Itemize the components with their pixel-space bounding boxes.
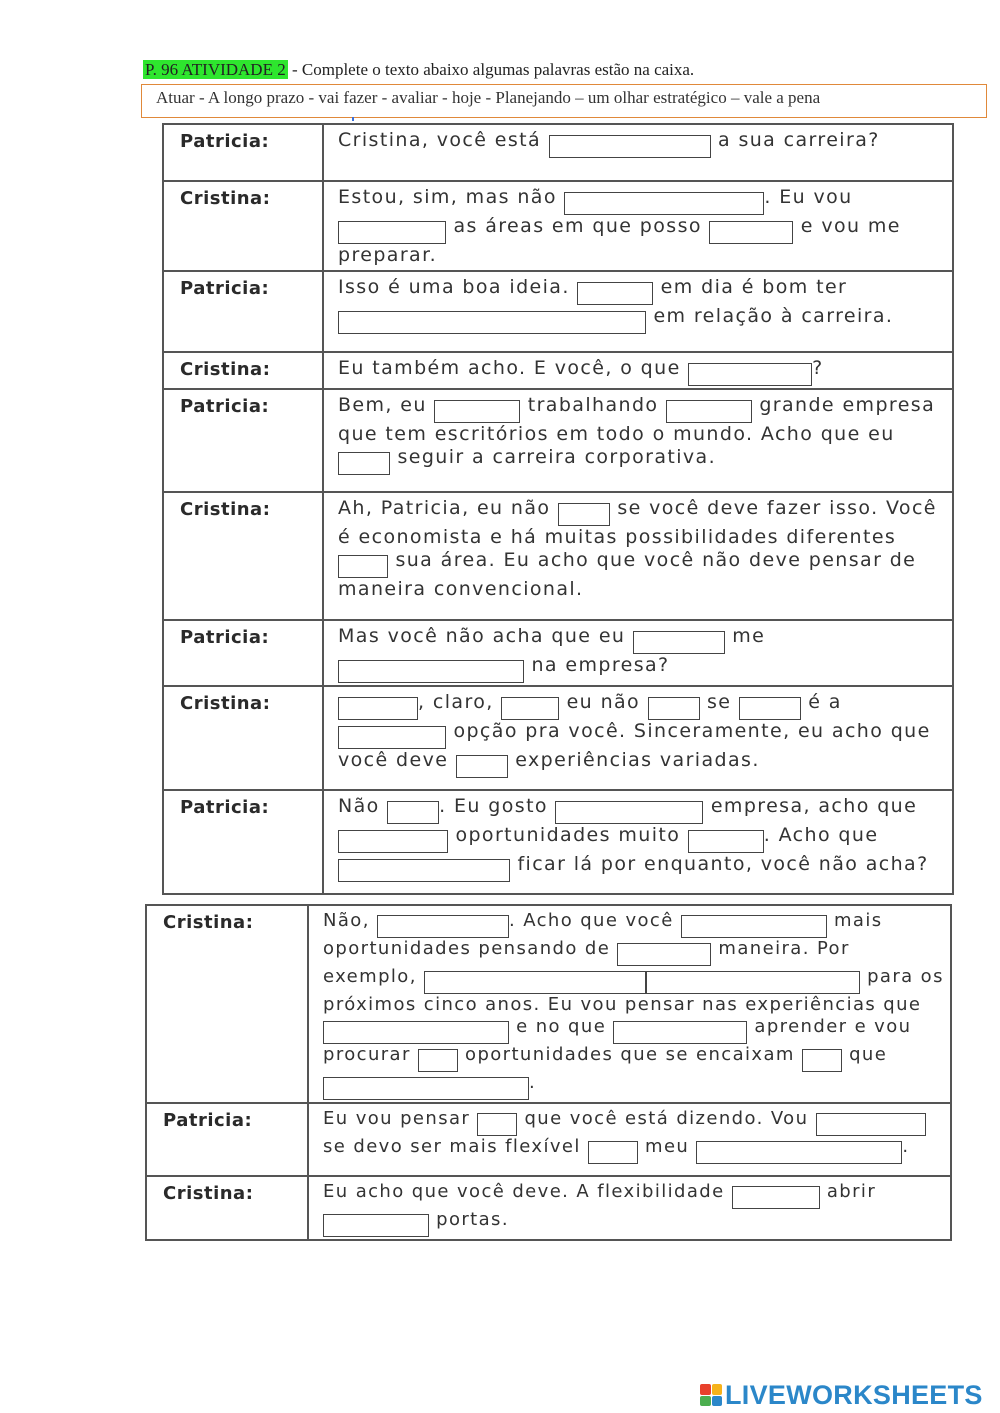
blank-input[interactable] — [709, 221, 793, 244]
blank-input[interactable] — [338, 697, 418, 720]
text-segment: Não, — [323, 910, 377, 931]
speaker-patricia: Patricia: — [163, 790, 323, 894]
blank-input[interactable] — [323, 1077, 529, 1100]
blank-input[interactable] — [633, 631, 725, 654]
text-segment: é a — [800, 690, 842, 713]
dialogue-text — [323, 492, 953, 620]
blank-input[interactable] — [555, 801, 703, 824]
text-segment: se devo ser mais flexível — [323, 1135, 588, 1157]
text-segment: Eu também acho. E você, o que — [338, 356, 689, 379]
logo-square-red — [700, 1384, 711, 1395]
blank-input[interactable] — [338, 830, 448, 853]
dialogue-row — [146, 1176, 951, 1240]
text-segment: Eu vou pensar — [323, 1107, 478, 1129]
blank-input[interactable] — [732, 1186, 820, 1209]
blank-input[interactable] — [323, 1021, 509, 1044]
text-segment: maneira. Por exemplo, — [323, 938, 850, 987]
dialogue-text — [323, 790, 953, 894]
blank-input[interactable] — [338, 726, 446, 749]
blank-input[interactable] — [549, 135, 711, 158]
text-segment: . Acho que você — [508, 910, 681, 931]
text-segment: as áreas em que posso — [446, 215, 710, 237]
brand-name: LIVEWORKSHEETS — [725, 1379, 983, 1410]
dialogue-row — [163, 389, 953, 492]
dialogue-text — [323, 271, 953, 352]
dialogue-text — [308, 905, 951, 1103]
text-segment: ? — [812, 356, 824, 379]
blank-input[interactable] — [456, 755, 508, 778]
text-segment: que você está dizendo. Vou — [517, 1107, 816, 1129]
text-segment: Isso é uma boa ideia. — [338, 275, 578, 298]
speaker-patricia: Patricia: — [163, 620, 323, 686]
text-segment: oportunidades muito — [448, 823, 688, 846]
speaker-cristina: Cristina: — [146, 1176, 308, 1240]
text-segment: e no que — [509, 1015, 614, 1037]
blank-input[interactable] — [558, 503, 610, 526]
dialogue-row — [163, 790, 953, 894]
dialogue-row — [163, 492, 953, 620]
text-segment: . — [529, 1071, 537, 1093]
dialogue-text — [323, 352, 953, 389]
text-segment: meu — [637, 1135, 697, 1157]
blank-input[interactable] — [338, 859, 510, 882]
text-segment: Não — [338, 794, 388, 817]
dialogue-table-2 — [145, 904, 952, 1241]
text-segment: Ah, Patricia, eu não — [338, 496, 558, 519]
blank-input[interactable] — [577, 282, 653, 305]
blank-input[interactable] — [323, 1214, 429, 1237]
text-segment: em relação à carreira. — [646, 304, 894, 327]
blank-input[interactable] — [646, 971, 860, 994]
decorative-mark — [352, 117, 354, 121]
speaker-cristina: Cristina: — [163, 352, 323, 389]
text-segment: mais oportunidades pensando de — [323, 910, 883, 959]
text-segment: oportunidades que se encaixam — [457, 1043, 802, 1065]
text-segment: Mas você não acha que eu — [338, 624, 633, 647]
blank-input[interactable] — [424, 971, 646, 994]
text-segment: opção pra você. Sinceramente, eu acho que você deve — [338, 719, 931, 771]
blank-input[interactable] — [501, 697, 559, 720]
blank-input[interactable] — [688, 363, 812, 386]
blank-input[interactable] — [648, 697, 700, 720]
blank-input[interactable] — [338, 311, 646, 334]
text-segment: grande empresa que tem escritórios em todo o mundo. Acho que eu — [338, 393, 936, 445]
text-segment: sua área. Eu acho que você não deve pensar de maneira convencional. — [338, 549, 917, 600]
text-segment: . Acho que — [763, 823, 879, 846]
speaker-cristina: Cristina: — [163, 492, 323, 620]
dialogue-row — [163, 620, 953, 686]
blank-input[interactable] — [613, 1021, 747, 1044]
dialogue-row — [163, 181, 953, 271]
blank-input[interactable] — [418, 1049, 458, 1072]
text-segment: trabalhando — [520, 393, 666, 416]
text-segment: ficar lá por enquanto, você não acha? — [510, 852, 929, 875]
speaker-patricia: Patricia: — [163, 124, 323, 181]
text-segment: seguir a carreira corporativa. — [390, 446, 717, 468]
dialogue-row — [163, 686, 953, 790]
text-segment: , claro, — [418, 690, 502, 713]
dialogue-row — [163, 271, 953, 352]
blank-input[interactable] — [666, 400, 752, 423]
dialogue-row — [163, 124, 953, 181]
text-segment: se você deve fazer isso. Você é economista e há muitas possibilidades diferentes — [338, 496, 937, 548]
dialogue-table-1 — [162, 123, 954, 895]
blank-input[interactable] — [338, 660, 524, 683]
dialogue-text — [323, 620, 953, 686]
blank-input[interactable] — [802, 1049, 842, 1072]
blank-input[interactable] — [588, 1141, 638, 1164]
speaker-patricia: Patricia: — [146, 1103, 308, 1176]
text-segment: Cristina, você está — [338, 129, 549, 151]
blank-input[interactable] — [377, 915, 509, 938]
speaker-patricia: Patricia: — [163, 271, 323, 352]
blank-input[interactable] — [816, 1113, 926, 1136]
blank-input[interactable] — [338, 221, 446, 244]
speaker-patricia: Patricia: — [163, 389, 323, 492]
activity-header — [143, 60, 694, 80]
speaker-cristina: Cristina: — [163, 181, 323, 271]
blank-input[interactable] — [696, 1141, 902, 1164]
blank-input[interactable] — [617, 943, 711, 966]
text-segment: para os próximos cinco anos. Eu vou pensar nas experiências que — [323, 966, 944, 1015]
logo-square-green — [700, 1396, 711, 1407]
liveworksheets-logo-icon — [700, 1384, 722, 1406]
dialogue-text — [323, 686, 953, 790]
speaker-cristina: Cristina: — [146, 905, 308, 1103]
liveworksheets-brand[interactable] — [700, 1378, 983, 1412]
blank-input[interactable] — [688, 830, 764, 853]
dialogue-text — [323, 389, 953, 492]
text-segment: portas. — [429, 1208, 509, 1230]
text-segment: em dia é bom ter — [653, 275, 848, 298]
dialogue-text — [323, 124, 953, 181]
text-segment: na empresa? — [524, 653, 670, 676]
text-segment: eu não — [559, 690, 648, 713]
text-segment: . Eu vou — [764, 186, 853, 208]
activity-instruction: - Complete o texto abaixo algumas palavras estão na caixa. — [287, 60, 695, 79]
logo-square-blue — [712, 1396, 723, 1407]
blank-input[interactable] — [477, 1113, 517, 1136]
text-segment: . Eu gosto — [439, 794, 556, 817]
blank-input[interactable] — [338, 452, 390, 475]
blank-input[interactable] — [387, 801, 439, 824]
blank-input[interactable] — [338, 555, 388, 578]
dialogue-row — [163, 352, 953, 389]
blank-input[interactable] — [739, 697, 801, 720]
text-segment: Estou, sim, mas não — [338, 186, 565, 208]
text-segment: aprender e vou procurar — [323, 1015, 912, 1065]
logo-square-yellow — [712, 1384, 723, 1395]
blank-input[interactable] — [434, 400, 520, 423]
text-segment: experiências variadas. — [507, 748, 760, 771]
word-bank: Atuar - A longo prazo - vai fazer - avaliar - hoje - Planejando – um olhar estratégico – vale a pena — [141, 84, 987, 118]
text-segment: empresa, acho que — [703, 794, 918, 817]
dialogue-text — [308, 1176, 951, 1240]
text-segment: e vou me preparar. — [338, 215, 901, 266]
text-segment: Bem, eu — [338, 393, 435, 416]
text-segment: se — [699, 690, 739, 713]
speaker-cristina: Cristina: — [163, 686, 323, 790]
blank-input[interactable] — [681, 915, 827, 938]
activity-tag: P. 96 ATIVIDADE 2 — [145, 60, 286, 79]
dialogue-row — [146, 1103, 951, 1176]
dialogue-row — [146, 905, 951, 1103]
dialogue-text — [323, 181, 953, 271]
text-segment: abrir — [819, 1180, 877, 1202]
dialogue-text — [308, 1103, 951, 1176]
blank-input[interactable] — [564, 192, 764, 215]
text-segment: a sua carreira? — [710, 129, 880, 151]
text-segment: . — [902, 1135, 910, 1157]
text-segment: que — [841, 1043, 888, 1065]
text-segment: me — [724, 624, 766, 647]
text-segment: Eu acho que você deve. A flexibilidade — [323, 1180, 732, 1202]
